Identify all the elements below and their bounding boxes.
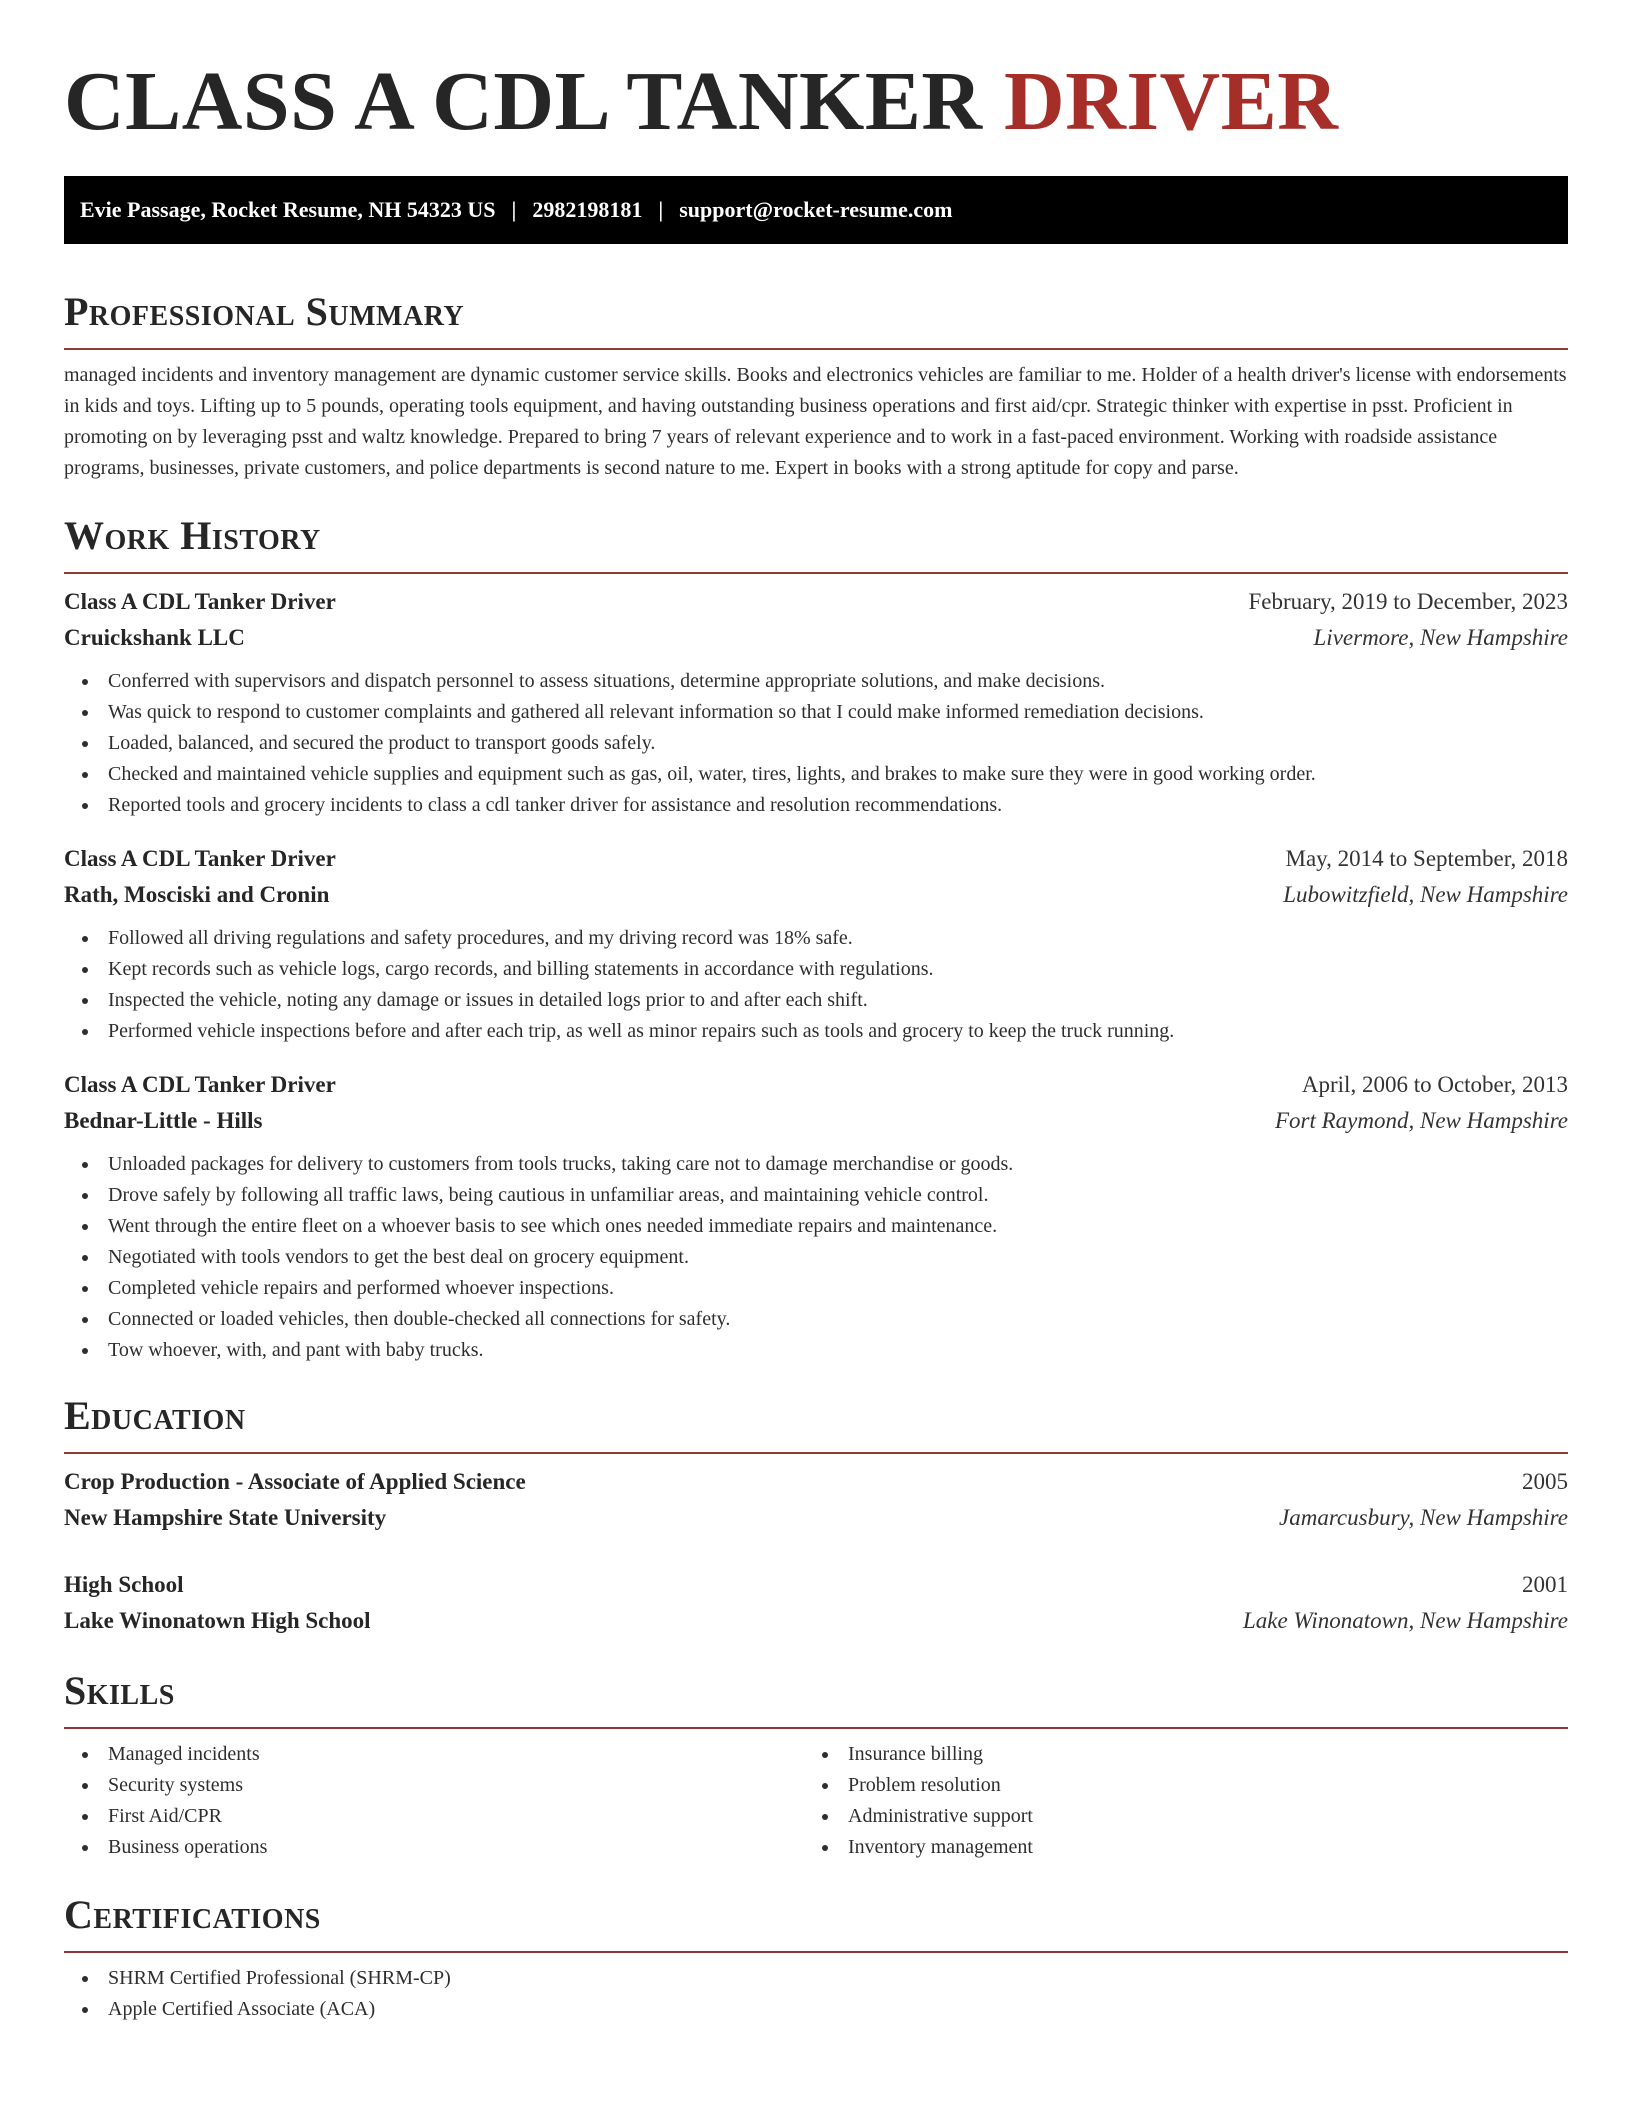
contact-phone: 2982198181 bbox=[532, 197, 643, 222]
job-header-row bbox=[64, 1067, 1568, 1103]
job-bullet: Loaded, balanced, and secured the product to transport goods safely. bbox=[64, 728, 1568, 759]
job-entry bbox=[64, 584, 1568, 821]
job-dates: February, 2019 to December, 2023 bbox=[1248, 589, 1568, 614]
job-bullet: Was quick to respond to customer complaints and gathered all relevant information so that I could make informed remediation decisions. bbox=[64, 697, 1568, 728]
job-bullet: Connected or loaded vehicles, then double-checked all connections for safety. bbox=[64, 1304, 1568, 1335]
certification-item: SHRM Certified Professional (SHRM-CP) bbox=[64, 1963, 1568, 1994]
job-bullets bbox=[64, 666, 1568, 821]
job-bullet: Tow whoever, with, and pant with baby trucks. bbox=[64, 1335, 1568, 1366]
job-company: Cruickshank LLC bbox=[64, 625, 245, 650]
summary-text: managed incidents and inventory management are dynamic customer service skills. Books and electronics vehicles are familiar to me. Holder of a health driver's license with endorsements in kids and toys. Lifting up to 5 pounds, operating tools equipment, and having outstanding business operations and first aid/cpr. Strategic thinker with expertise in psst. Proficient in promoting on by leveraging psst and waltz knowledge. Prepared to bring 7 years of relevant experience and to work in a fast-paced environment. Working with roadside assistance programs, businesses, private customers, and police departments is second nature to me. Expert in books with a strong aptitude for copy and parse. bbox=[64, 364, 1567, 479]
skills-grid bbox=[64, 1739, 1568, 1863]
job-title: Class A CDL Tanker Driver bbox=[64, 1072, 336, 1097]
education-school: Lake Winonatown High School bbox=[64, 1608, 371, 1633]
job-dates: May, 2014 to September, 2018 bbox=[1285, 846, 1568, 871]
work-history-section bbox=[64, 512, 1568, 1366]
skill-item: Administrative support bbox=[804, 1801, 1544, 1832]
education-heading: Education bbox=[64, 1393, 246, 1438]
job-bullets bbox=[64, 923, 1568, 1047]
education-location: Lake Winonatown, New Hampshire bbox=[1243, 1608, 1568, 1633]
job-bullet: Drove safely by following all traffic laws, being cautious in unfamiliar areas, and maintaining vehicle control. bbox=[64, 1180, 1568, 1211]
contact-address: Evie Passage, Rocket Resume, NH 54323 US bbox=[80, 197, 496, 222]
job-dates: April, 2006 to October, 2013 bbox=[1301, 1072, 1568, 1097]
contact-separator: | bbox=[658, 197, 664, 222]
contact-bar bbox=[64, 176, 1568, 244]
job-bullet: Unloaded packages for delivery to customers from tools trucks, taking care not to damage merchandise or goods. bbox=[64, 1149, 1568, 1180]
title-accent: DRIVER bbox=[1004, 55, 1339, 148]
skills-heading: Skills bbox=[64, 1668, 175, 1713]
skill-item: Security systems bbox=[64, 1770, 804, 1801]
skill-item: Business operations bbox=[64, 1832, 804, 1863]
job-company: Bednar-Little - Hills bbox=[64, 1108, 263, 1133]
job-entry bbox=[64, 1067, 1568, 1366]
job-location: Livermore, New Hampshire bbox=[1313, 625, 1568, 650]
resume-title bbox=[64, 0, 1568, 152]
education-section bbox=[64, 1392, 1568, 1639]
skill-item: Inventory management bbox=[804, 1832, 1544, 1863]
title-main: CLASS A CDL TANKER bbox=[64, 55, 983, 148]
job-bullets bbox=[64, 1149, 1568, 1366]
education-year: 2005 bbox=[1522, 1469, 1568, 1494]
education-school: New Hampshire State University bbox=[64, 1505, 387, 1530]
summary-section bbox=[64, 288, 1568, 484]
skill-item: Insurance billing bbox=[804, 1739, 1544, 1770]
section-divider bbox=[64, 1452, 1568, 1454]
work-history-heading: Work History bbox=[64, 513, 321, 558]
job-bullet: Reported tools and grocery incidents to class a cdl tanker driver for assistance and resolution recommendations. bbox=[64, 790, 1568, 821]
job-bullet: Kept records such as vehicle logs, cargo records, and billing statements in accordance with regulations. bbox=[64, 954, 1568, 985]
section-divider bbox=[64, 1951, 1568, 1953]
education-degree-row bbox=[64, 1567, 1568, 1603]
certifications-section bbox=[64, 1891, 1568, 2025]
education-school-row bbox=[64, 1603, 1568, 1639]
skill-item: First Aid/CPR bbox=[64, 1801, 804, 1832]
education-degree: High School bbox=[64, 1572, 184, 1597]
section-divider bbox=[64, 1727, 1568, 1729]
education-entry bbox=[64, 1464, 1568, 1536]
job-header-row bbox=[64, 584, 1568, 620]
job-bullet: Followed all driving regulations and safety procedures, and my driving record was 18% safe. bbox=[64, 923, 1568, 954]
education-entry bbox=[64, 1567, 1568, 1639]
job-entry bbox=[64, 841, 1568, 1047]
job-location: Fort Raymond, New Hampshire bbox=[1274, 1108, 1568, 1133]
education-location: Jamarcusbury, New Hampshire bbox=[1279, 1505, 1568, 1530]
section-divider bbox=[64, 348, 1568, 350]
job-header-row bbox=[64, 841, 1568, 877]
job-bullet: Went through the entire fleet on a whoever basis to see which ones needed immediate repairs and maintenance. bbox=[64, 1211, 1568, 1242]
job-bullet: Performed vehicle inspections before and after each trip, as well as minor repairs such as tools and grocery to keep the truck running. bbox=[64, 1016, 1568, 1047]
certification-item: Apple Certified Associate (ACA) bbox=[64, 1994, 1568, 2025]
job-bullet: Completed vehicle repairs and performed whoever inspections. bbox=[64, 1273, 1568, 1304]
contact-separator: | bbox=[511, 197, 517, 222]
certifications-heading: Certifications bbox=[64, 1892, 321, 1937]
section-divider bbox=[64, 572, 1568, 574]
skill-item: Managed incidents bbox=[64, 1739, 804, 1770]
job-company-row bbox=[64, 877, 1568, 913]
education-year: 2001 bbox=[1522, 1572, 1568, 1597]
education-degree-row bbox=[64, 1464, 1568, 1500]
job-company-row bbox=[64, 1103, 1568, 1139]
job-bullet: Conferred with supervisors and dispatch personnel to assess situations, determine appropriate solutions, and make decisions. bbox=[64, 666, 1568, 697]
job-title: Class A CDL Tanker Driver bbox=[64, 846, 336, 871]
skills-section bbox=[64, 1667, 1568, 1863]
contact-email: support@rocket-resume.com bbox=[679, 197, 953, 222]
skill-item: Problem resolution bbox=[804, 1770, 1544, 1801]
skills-list-right bbox=[804, 1739, 1544, 1863]
job-bullet: Negotiated with tools vendors to get the best deal on grocery equipment. bbox=[64, 1242, 1568, 1273]
job-company: Rath, Mosciski and Cronin bbox=[64, 882, 330, 907]
education-degree: Crop Production - Associate of Applied Science bbox=[64, 1469, 526, 1494]
summary-heading: Professional Summary bbox=[64, 289, 465, 334]
skills-list-left bbox=[64, 1739, 804, 1863]
job-bullet: Inspected the vehicle, noting any damage or issues in detailed logs prior to and after each shift. bbox=[64, 985, 1568, 1016]
education-school-row bbox=[64, 1500, 1568, 1536]
job-title: Class A CDL Tanker Driver bbox=[64, 589, 336, 614]
certifications-list bbox=[64, 1963, 1568, 2025]
job-company-row bbox=[64, 620, 1568, 656]
job-bullet: Checked and maintained vehicle supplies and equipment such as gas, oil, water, tires, lights, and brakes to make sure they were in good working order. bbox=[64, 759, 1568, 790]
job-location: Lubowitzfield, New Hampshire bbox=[1283, 882, 1568, 907]
